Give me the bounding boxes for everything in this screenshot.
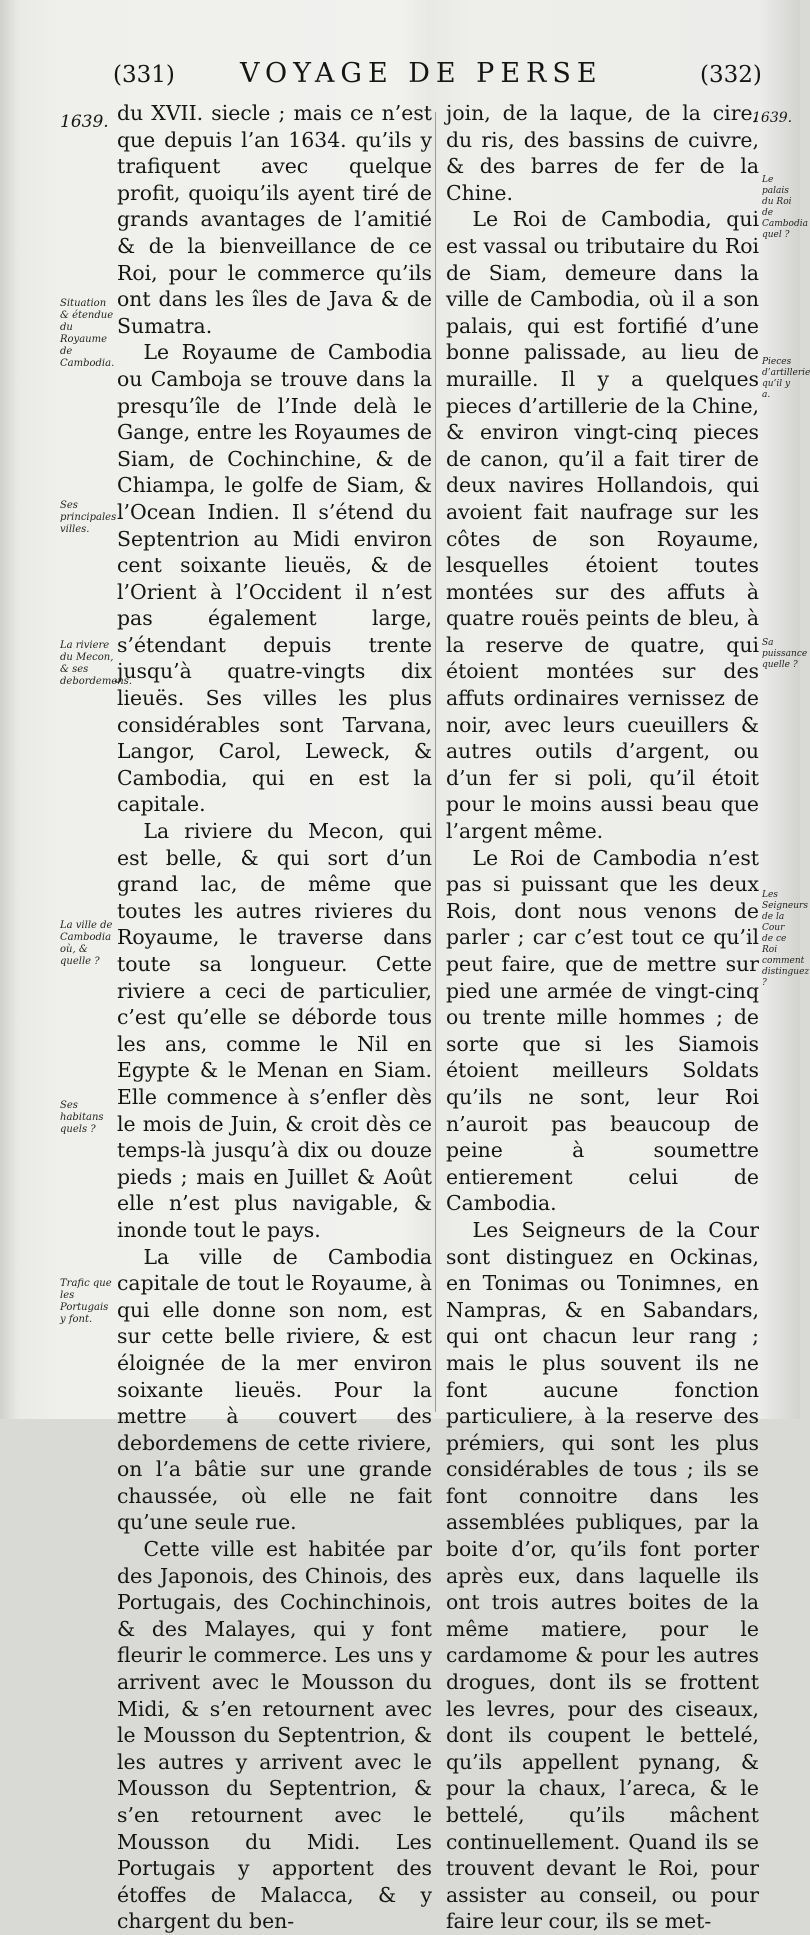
year-right: 1639. [752,110,793,126]
margin-note: La riviere du Mecon, & ses debordemens. [60,640,132,687]
paragraph: du XVII. siecle ; mais ce n’est que depuis l’an 1634. qu’ils y trafiquent avec quelque profit, quoiqu’ils ayent tiré de grands avantages de l’amitié & de la bienveillance de ce Roi, pour le commerce qu’ils ont dans les îles de Java & de Sumatra. [117,101,432,338]
margin-note: Ses principales villes. [60,500,117,535]
running-title: VOYAGE DE PERSE [240,58,603,89]
paragraph: Les Seigneurs de la Cour sont distinguez en Ockinas, en Tonimas ou Tonimnes, en Nampras, & en Sabandars, qui ont chacun leur rang ; mais le plus souvent ils ne font aucune fonction particuliere, à la reserve des prémiers, qui sont les plus considérables de tous ; ils se font connoitre dans les assemblées publiques, par la boite d’or, qu’ils font porter après eux, dans laquelle ils ont trois autres boites de la même matiere, pour le cardamome & pour les autres drogues, dont ils se frottent les levres, pour des ciseaux, dont ils coupent le bettelé, qu’ils appellent pynang, & pour la chaux, l’areca, & le bettelé, qu’ils mâchent continuellement. Quand ils se trouvent devant le Roi, pour assister au conseil, ou pour faire leur cour, ils se met- [446,1217,759,1934]
paragraph: Cette ville est habitée par des Japonois, des Chinois, des Portugais, des Cochinchinois, & des Malayes, qui y font fleurir le commerce. Les uns y arrivent avec le Mousson du Midi, & s’en retournent avec le Mousson du Septentrion, & les autres y arrivent avec le Mousson du Septentrion, & s’en retournent avec le Mousson du Midi. Les Portugais y apportent des étoffes de Malacca, & y chargent du ben- [117,1537,432,1934]
left-page-number: (331) [113,62,175,88]
right-page-number: (332) [700,62,762,88]
paragraph: Le Royaume de Cambodia ou Camboja se trouve dans la presqu’île de l’Inde delà le Gange, entre les Royaumes de Siam, de Cochinchine, & de Chiampa, le golfe de Siam, & l’Ocean Indien. Il s’étend du Septentrion au Midi environ cent soixante lieuës, & de l’Orient à l’Occident il n’est pas également large, s’étendant depuis trente jusqu’à quatre-vingts dix lieuës. Ses villes les plus considérables sont Tarvana, Langor, Carol, Leweck, & Cambodia, qui en est la capitale. [117,340,432,817]
paragraph: Le Roi de Cambodia, qui est vassal ou tributaire du Roi de Siam, demeure dans la ville de Cambodia, où il a son palais, qui est fortifié d’une bonne palissade, au lieu de muraille. Il y a quelques pieces d’artillerie de la Chine, & environ vingt-cinq pieces de canon, qu’il a fait tirer de deux navires Hollandois, qui avoient fait naufrage sur les côtes de son Royaume, lesquelles étoient toutes montées sur des affuts à quatre rouës peints de bleu, à la reserve de quatre, qui étoient montées sur des affuts ordinaires vernissez de noir, avec leurs cueuillers & autres outils d’argent, ou d’un fer si poli, qu’il étoit pour le moins aussi beau que l’argent même. [446,207,759,844]
margin-note: Trafic que les Portugais y font. [60,1278,112,1325]
left-text-column [117,100,432,1935]
margin-note: La ville de Cambodia où, & quelle ? [60,920,113,967]
paragraph: Le Roi de Cambodia n’est pas si puissant que les deux Rois, dont nous venons de parler ; car c’est tout ce qu’il peut faire, que de mettre sur pied une armée de vingt-cinq ou trente mille hommes ; de sorte que si les Siamois étoient meilleurs Soldats qu’ils ne sont, leur Roi n’auroit pas beaucoup de peine à soumettre entierement celui de Cambodia. [446,845,759,1216]
margin-note: Ses habitans quels ? [60,1100,104,1135]
right-text-column [446,100,759,1935]
margin-note: Situation & étendue du Royaume de Cambodia. [60,298,115,369]
margin-note: Sa puissance quelle ? [762,638,808,670]
margin-note: Les Seigneurs de la Cour de ce Roi comment distinguez ? [762,890,810,988]
margin-note: Pieces d’artillerie qu’il y a. [762,357,810,400]
paragraph: join, de la laque, de la cire, du ris, des bassins de cuivre, & des barres de fer de la Chine. [446,101,759,205]
page-gutter [435,112,436,1412]
margin-note: Le palais du Roi de Cambodia quel ? [762,175,808,240]
year-left: 1639. [60,112,109,132]
paragraph: La ville de Cambodia capitale de tout le Royaume, à qui elle donne son nom, est sur cette belle riviere, & est éloignée de la mer environ soixante lieuës. Pour la mettre à couvert des debordemens de cette riviere, on l’a bâtie sur une grande chaussée, où elle ne fait qu’une seule rue. [117,1244,432,1535]
paragraph: La riviere du Mecon, qui est belle, & qui sort d’un grand lac, de même que toutes les autres rivieres du Royaume, le traverse dans toute sa longueur. Cette riviere a ceci de particulier, c’est qu’elle se déborde tous les ans, comme le Nil en Egypte & le Menan en Siam. Elle commence à s’enfler dès le mois de Juin, & croit dès ce temps-là jusqu’à dix ou douze pieds ; mais en Juillet & Août elle n’est plus navigable, & inonde tout le pays. [117,819,432,1242]
